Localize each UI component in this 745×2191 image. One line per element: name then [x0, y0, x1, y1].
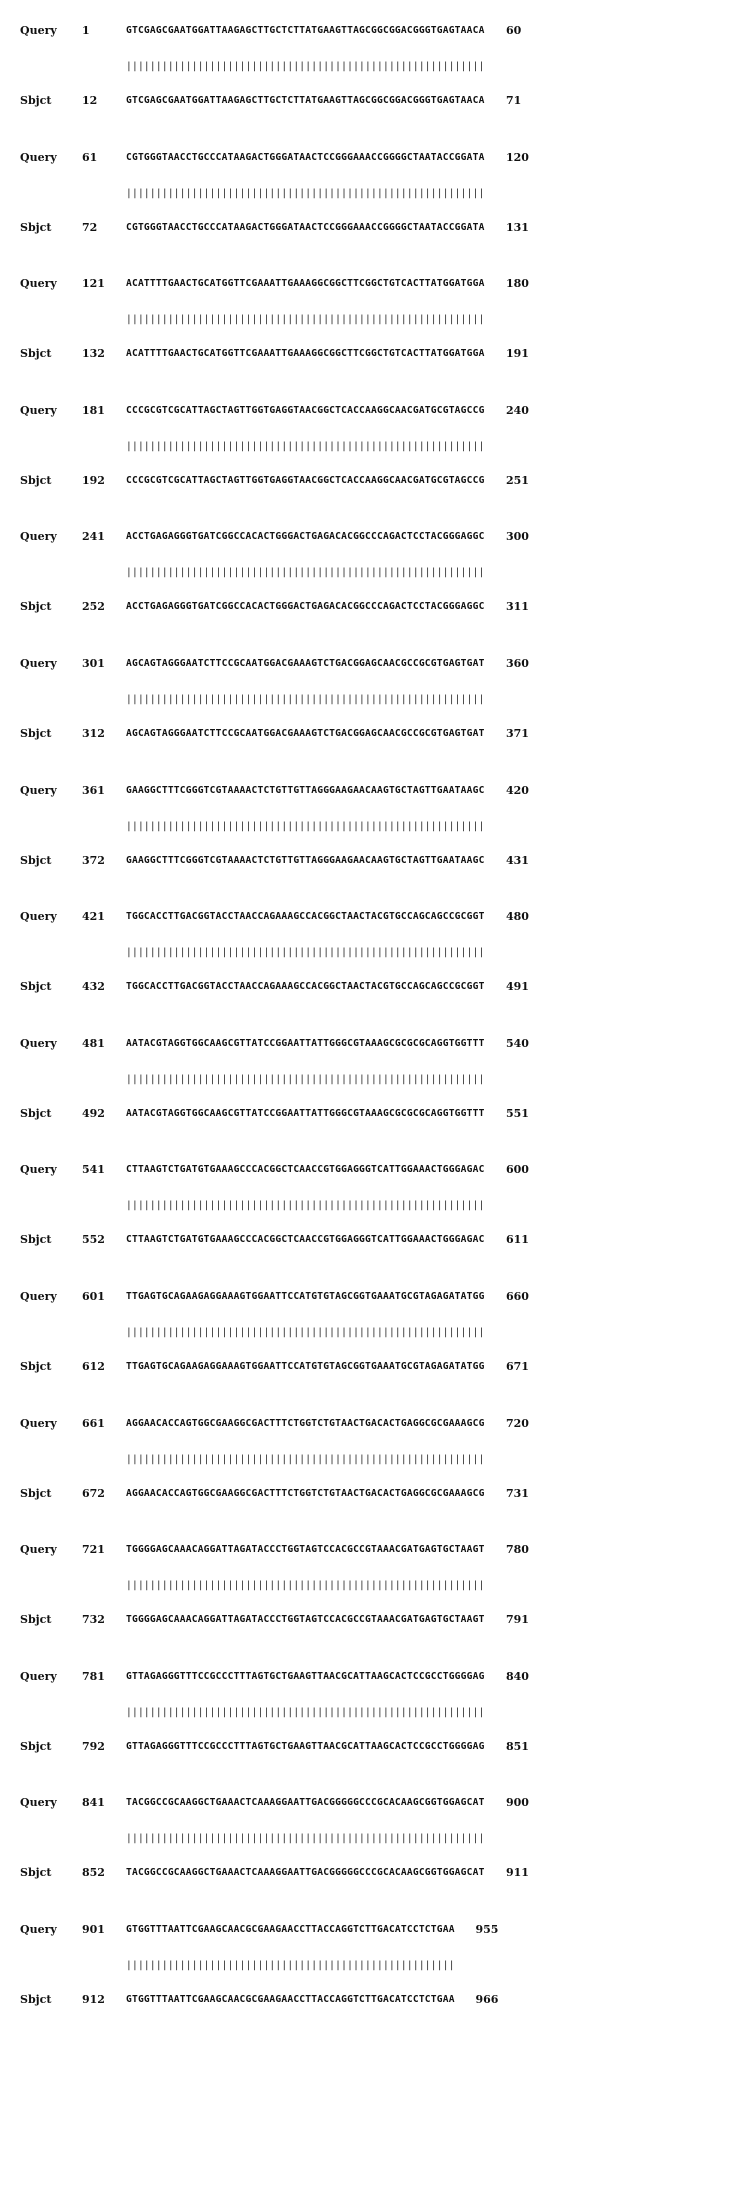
sbjct-start: 912: [82, 1993, 105, 2006]
sbjct-line: [0, 977, 745, 997]
query-sequence: GTTAGAGGGTTTCCGCCCTTTAGTGCTGAAGTTAACGCATTAAGCACTCCGCCTGGGGAG: [126, 1670, 485, 1682]
match-bars: ||||||||||||||||||||||||||||||||||||||||||||||||||||||||||||: [126, 1453, 485, 1465]
sbjct-end: 191: [506, 347, 529, 361]
sbjct-sequence: GTGGTTTAATTCGAAGCAACGCGAAGAACCTTACCAGGTCTTGACATCCTCTGAA: [126, 1994, 455, 2005]
match-line: [0, 690, 745, 710]
query-label: Query: [20, 277, 57, 291]
sbjct-line: [0, 1990, 745, 2010]
sbjct-line: [0, 1357, 745, 1377]
sbjct-start: 672: [82, 1486, 105, 1500]
sbjct-sequence: AGCAGTAGGGAATCTTCCGCAATGGACGAAAGTCTGACGGAGCAACGCCGCGTGAGTGAT: [126, 728, 485, 739]
query-label: Query: [20, 403, 57, 417]
sbjct-line: [0, 91, 745, 111]
sbjct-label: Sbjct: [20, 1360, 52, 1373]
query-label: Query: [20, 1543, 57, 1557]
sbjct-label: Sbjct: [20, 347, 52, 361]
match-line: [0, 563, 745, 583]
sbjct-sequence: GAAGGCTTTCGGGTCGTAAAACTCTGTTGTTAGGGAAGAACAAGTGCTAGTTGAATAAGC: [126, 854, 485, 866]
query-end: 660: [506, 1290, 529, 1303]
query-end: 420: [506, 783, 529, 797]
query-sequence: CGTGGGTAACCTGCCCATAAGACTGGGATAACTCCGGGAAACCGGGGCTAATACCGGATA: [126, 151, 485, 163]
sbjct-end: 131: [506, 220, 529, 234]
query-sequence: CCCGCGTCGCATTAGCTAGTTGGTGAGGTAACGGCTCACCAAGGCAACGATGCGTAGCCG: [126, 404, 485, 416]
query-line: [0, 401, 745, 421]
query-end: 480: [506, 910, 529, 924]
query-sequence: TGGGGAGCAAACAGGATTAGATACCCTGGTAGTCCACGCCGTAAACGATGAGTGCTAAGT: [126, 1544, 485, 1556]
sbjct-line: [0, 218, 745, 238]
match-bars: ||||||||||||||||||||||||||||||||||||||||||||||||||||||||||||: [126, 1706, 485, 1718]
sbjct-line: [0, 1610, 745, 1630]
query-end: 120: [506, 150, 529, 164]
query-label: Query: [20, 657, 57, 670]
sbjct-line: [0, 597, 745, 617]
sbjct-start: 312: [82, 727, 105, 740]
query-end: 180: [506, 277, 529, 291]
match-bars: ||||||||||||||||||||||||||||||||||||||||||||||||||||||||||||: [126, 567, 485, 579]
sbjct-line: [0, 724, 745, 744]
match-line: [0, 1956, 745, 1976]
query-end: 300: [506, 530, 529, 544]
sbjct-label: Sbjct: [20, 1739, 52, 1753]
match-bars: ||||||||||||||||||||||||||||||||||||||||||||||||||||||||||||: [126, 1580, 485, 1592]
match-line: [0, 57, 745, 77]
sbjct-sequence: AGGAACACCAGTGGCGAAGGCGACTTTCTGGTCTGTAACTGACACTGAGGCGCGAAAGCG: [126, 1487, 485, 1499]
sbjct-start: 12: [82, 94, 98, 107]
sbjct-line: [0, 1484, 745, 1504]
query-sequence: ACCTGAGAGGGTGATCGGCCACACTGGGACTGAGACACGGCCCAGACTCCTACGGGAGGC: [126, 531, 485, 543]
sbjct-end: 611: [506, 1233, 529, 1247]
query-sequence: GTGGTTTAATTCGAAGCAACGCGAAGAACCTTACCAGGTCTTGACATCCTCTGAA: [126, 1924, 455, 1935]
query-label: Query: [20, 1163, 57, 1177]
query-line: [0, 148, 745, 168]
sbjct-line: [0, 1737, 745, 1757]
sbjct-sequence: TGGGGAGCAAACAGGATTAGATACCCTGGTAGTCCACGCCGTAAACGATGAGTGCTAAGT: [126, 1614, 485, 1626]
sbjct-line: [0, 1863, 745, 1883]
query-start: 601: [82, 1290, 105, 1303]
query-label: Query: [20, 910, 57, 924]
match-line: [0, 1829, 745, 1849]
sbjct-sequence: GTTAGAGGGTTTCCGCCCTTTAGTGCTGAAGTTAACGCATTAAGCACTCCGCCTGGGGAG: [126, 1740, 485, 1752]
sbjct-end: 491: [506, 980, 529, 994]
sbjct-line: [0, 851, 745, 871]
query-start: 301: [82, 657, 105, 670]
sbjct-label: Sbjct: [20, 220, 52, 234]
sbjct-end: 371: [506, 727, 529, 740]
sbjct-start: 132: [82, 347, 105, 361]
sbjct-end: 431: [506, 853, 529, 867]
query-line: [0, 1793, 745, 1813]
sbjct-label: Sbjct: [20, 1233, 52, 1247]
query-sequence: ACATTTTGAACTGCATGGTTCGAAATTGAAAGGCGGCTTCGGCTGTCACTTATGGATGGA: [126, 278, 485, 290]
match-bars: ||||||||||||||||||||||||||||||||||||||||||||||||||||||||||||: [126, 947, 485, 959]
match-bars: ||||||||||||||||||||||||||||||||||||||||||||||||||||||||||||: [126, 61, 485, 72]
query-label: Query: [20, 150, 57, 164]
query-sequence: GAAGGCTTTCGGGTCGTAAAACTCTGTTGTTAGGGAAGAACAAGTGCTAGTTGAATAAGC: [126, 784, 485, 796]
sbjct-sequence: TGGCACCTTGACGGTACCTAACCAGAAAGCCACGGCTAACTACGTGCCAGCAGCCGCGGT: [126, 981, 485, 993]
query-end: 955: [475, 1923, 499, 1936]
query-end: 600: [506, 1163, 529, 1177]
sbjct-label: Sbjct: [20, 1106, 52, 1120]
match-line: [0, 1703, 745, 1723]
query-start: 1: [82, 24, 90, 37]
query-label: Query: [20, 24, 57, 37]
sbjct-label: Sbjct: [20, 853, 52, 867]
sbjct-sequence: GTCGAGCGAATGGATTAAGAGCTTGCTCTTATGAAGTTAGCGGCGGACGGGTGAGTAACA: [126, 95, 485, 106]
query-line: [0, 654, 745, 674]
query-sequence: AGGAACACCAGTGGCGAAGGCGACTTTCTGGTCTGTAACTGACACTGAGGCGCGAAAGCG: [126, 1417, 485, 1429]
sbjct-label: Sbjct: [20, 1613, 52, 1627]
match-bars: ||||||||||||||||||||||||||||||||||||||||||||||||||||||||||||: [126, 1200, 485, 1212]
sbjct-start: 792: [82, 1739, 105, 1753]
query-end: 720: [506, 1416, 529, 1430]
match-line: [0, 1070, 745, 1090]
query-line: [0, 1540, 745, 1560]
query-start: 61: [82, 150, 98, 164]
match-bars: ||||||||||||||||||||||||||||||||||||||||||||||||||||||||||||: [126, 1327, 485, 1338]
match-line: [0, 943, 745, 963]
sbjct-start: 432: [82, 980, 105, 994]
match-bars: ||||||||||||||||||||||||||||||||||||||||||||||||||||||||||||: [126, 314, 485, 326]
query-start: 901: [82, 1923, 105, 1936]
query-end: 60: [506, 24, 522, 37]
query-end: 240: [506, 403, 529, 417]
sbjct-end: 671: [506, 1360, 529, 1373]
sbjct-sequence: ACCTGAGAGGGTGATCGGCCACACTGGGACTGAGACACGGCCCAGACTCCTACGGGAGGC: [126, 601, 485, 613]
sbjct-start: 192: [82, 473, 105, 487]
query-end: 900: [506, 1796, 529, 1810]
match-line: [0, 437, 745, 457]
query-label: Query: [20, 1923, 57, 1936]
query-sequence: AATACGTAGGTGGCAAGCGTTATCCGGAATTATTGGGCGTAAAGCGCGCGCAGGTGGTTT: [126, 1037, 485, 1049]
query-start: 481: [82, 1036, 105, 1050]
query-sequence: AGCAGTAGGGAATCTTCCGCAATGGACGAAAGTCTGACGGAGCAACGCCGCGTGAGTGAT: [126, 658, 485, 669]
sbjct-label: Sbjct: [20, 1993, 52, 2006]
query-end: 360: [506, 657, 529, 670]
sbjct-end: 791: [506, 1613, 529, 1627]
sbjct-start: 612: [82, 1360, 105, 1373]
query-start: 841: [82, 1796, 105, 1810]
query-end: 780: [506, 1543, 529, 1557]
match-bars: |||||||||||||||||||||||||||||||||||||||||||||||||||||||: [126, 1960, 455, 1971]
sbjct-label: Sbjct: [20, 727, 52, 740]
sbjct-label: Sbjct: [20, 473, 52, 487]
query-start: 781: [82, 1669, 105, 1683]
match-bars: ||||||||||||||||||||||||||||||||||||||||||||||||||||||||||||: [126, 1833, 485, 1845]
sbjct-start: 852: [82, 1866, 105, 1880]
sbjct-end: 71: [506, 94, 522, 107]
sbjct-label: Sbjct: [20, 980, 52, 994]
query-start: 121: [82, 277, 105, 291]
query-start: 361: [82, 783, 105, 797]
sbjct-sequence: TACGGCCGCAAGGCTGAAACTCAAAGGAATTGACGGGGGCCCGCACAAGCGGTGGAGCAT: [126, 1867, 485, 1879]
sbjct-sequence: ACATTTTGAACTGCATGGTTCGAAATTGAAAGGCGGCTTCGGCTGTCACTTATGGATGGA: [126, 348, 485, 360]
sbjct-sequence: CCCGCGTCGCATTAGCTAGTTGGTGAGGTAACGGCTCACCAAGGCAACGATGCGTAGCCG: [126, 474, 485, 486]
sbjct-line: [0, 1104, 745, 1124]
query-line: [0, 21, 745, 41]
match-line: [0, 817, 745, 837]
match-bars: ||||||||||||||||||||||||||||||||||||||||||||||||||||||||||||: [126, 820, 485, 832]
match-bars: ||||||||||||||||||||||||||||||||||||||||||||||||||||||||||||: [126, 187, 485, 199]
query-end: 540: [506, 1036, 529, 1050]
sbjct-line: [0, 471, 745, 491]
query-start: 421: [82, 910, 105, 924]
sbjct-sequence: CTTAAGTCTGATGTGAAAGCCCACGGCTCAACCGTGGAGGGTCATTGGAAACTGGGAGAC: [126, 1234, 485, 1246]
query-line: [0, 274, 745, 294]
sbjct-start: 552: [82, 1233, 105, 1247]
sbjct-start: 372: [82, 853, 105, 867]
query-sequence: TACGGCCGCAAGGCTGAAACTCAAAGGAATTGACGGGGGCCCGCACAAGCGGTGGAGCAT: [126, 1797, 485, 1809]
query-start: 181: [82, 403, 105, 417]
query-start: 541: [82, 1163, 105, 1177]
match-line: [0, 184, 745, 204]
sbjct-line: [0, 344, 745, 364]
match-line: [0, 310, 745, 330]
query-line: [0, 527, 745, 547]
query-label: Query: [20, 1036, 57, 1050]
query-start: 721: [82, 1543, 105, 1557]
sbjct-end: 966: [475, 1993, 499, 2006]
sbjct-start: 732: [82, 1613, 105, 1627]
match-bars: ||||||||||||||||||||||||||||||||||||||||||||||||||||||||||||: [126, 440, 485, 452]
match-line: [0, 1323, 745, 1343]
query-end: 840: [506, 1669, 529, 1683]
match-line: [0, 1450, 745, 1470]
query-label: Query: [20, 1669, 57, 1683]
match-bars: ||||||||||||||||||||||||||||||||||||||||||||||||||||||||||||: [126, 1073, 485, 1085]
query-label: Query: [20, 530, 57, 544]
sbjct-start: 72: [82, 220, 98, 234]
match-line: [0, 1196, 745, 1216]
query-line: [0, 1034, 745, 1054]
query-label: Query: [20, 1290, 57, 1303]
match-bars: ||||||||||||||||||||||||||||||||||||||||||||||||||||||||||||: [126, 694, 485, 705]
query-line: [0, 1160, 745, 1180]
query-line: [0, 907, 745, 927]
sbjct-end: 911: [506, 1866, 529, 1880]
sbjct-label: Sbjct: [20, 94, 52, 107]
sbjct-label: Sbjct: [20, 1866, 52, 1880]
query-sequence: CTTAAGTCTGATGTGAAAGCCCACGGCTCAACCGTGGAGGGTCATTGGAAACTGGGAGAC: [126, 1164, 485, 1176]
sbjct-sequence: TTGAGTGCAGAAGAGGAAAGTGGAATTCCATGTGTAGCGGTGAAATGCGTAGAGATATGG: [126, 1361, 485, 1372]
sbjct-end: 731: [506, 1486, 529, 1500]
query-label: Query: [20, 783, 57, 797]
query-start: 241: [82, 530, 105, 544]
sbjct-label: Sbjct: [20, 1486, 52, 1500]
sbjct-end: 851: [506, 1739, 529, 1753]
sbjct-sequence: CGTGGGTAACCTGCCCATAAGACTGGGATAACTCCGGGAAACCGGGGCTAATACCGGATA: [126, 221, 485, 233]
sbjct-end: 551: [506, 1106, 529, 1120]
sbjct-line: [0, 1230, 745, 1250]
sbjct-sequence: AATACGTAGGTGGCAAGCGTTATCCGGAATTATTGGGCGTAAAGCGCGCGCAGGTGGTTT: [126, 1107, 485, 1119]
query-line: [0, 781, 745, 801]
query-line: [0, 1287, 745, 1307]
query-sequence: GTCGAGCGAATGGATTAAGAGCTTGCTCTTATGAAGTTAGCGGCGGACGGGTGAGTAACA: [126, 25, 485, 36]
sbjct-start: 492: [82, 1106, 105, 1120]
sbjct-end: 251: [506, 473, 529, 487]
query-label: Query: [20, 1416, 57, 1430]
query-line: [0, 1920, 745, 1940]
query-line: [0, 1667, 745, 1687]
sbjct-start: 252: [82, 600, 105, 614]
query-sequence: TGGCACCTTGACGGTACCTAACCAGAAAGCCACGGCTAACTACGTGCCAGCAGCCGCGGT: [126, 911, 485, 923]
query-sequence: TTGAGTGCAGAAGAGGAAAGTGGAATTCCATGTGTAGCGGTGAAATGCGTAGAGATATGG: [126, 1291, 485, 1302]
sbjct-end: 311: [506, 600, 529, 614]
query-line: [0, 1414, 745, 1434]
match-line: [0, 1576, 745, 1596]
query-start: 661: [82, 1416, 105, 1430]
sbjct-label: Sbjct: [20, 600, 52, 614]
query-label: Query: [20, 1796, 57, 1810]
